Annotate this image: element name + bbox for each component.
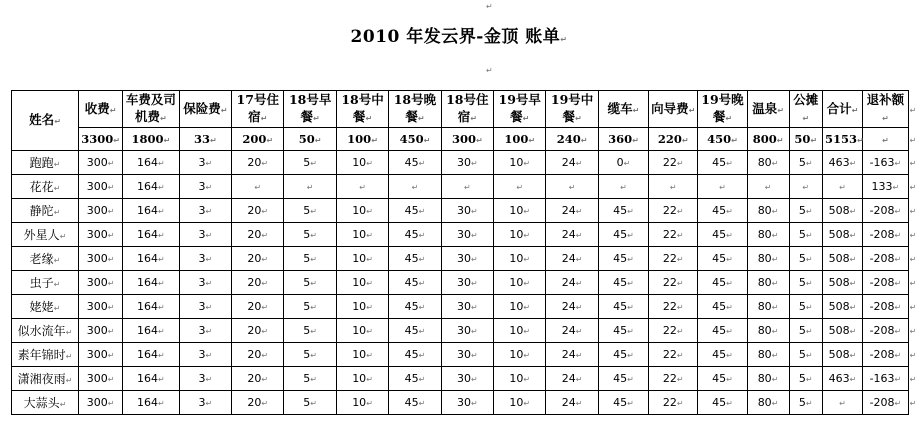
- table-row: [12, 247, 918, 271]
- amount-cell: 5↵: [789, 343, 823, 367]
- amount-cell: 24↵: [546, 151, 598, 175]
- amount-cell: 5↵: [284, 319, 336, 343]
- amount-cell: 22↵: [649, 319, 698, 343]
- amount-cell: 5↵: [284, 247, 336, 271]
- column-header: 17号住宿↵: [232, 91, 284, 128]
- amount-cell: 20↵: [232, 319, 284, 343]
- column-header: 18号早餐↵: [284, 91, 336, 128]
- amount-cell: 45↵: [598, 319, 648, 343]
- amount-cell: 45↵: [389, 319, 441, 343]
- table-row: [12, 175, 918, 199]
- amount-cell: ↵: [546, 175, 598, 199]
- amount-cell: 20↵: [232, 343, 284, 367]
- amount-cell: 22↵: [649, 343, 698, 367]
- amount-cell: -208↵: [862, 295, 908, 319]
- column-total: 33↵: [179, 128, 231, 151]
- amount-cell: 10↵: [494, 343, 546, 367]
- document-title: [0, 22, 918, 47]
- amount-cell: 164↵: [123, 343, 180, 367]
- table-row: [12, 391, 918, 415]
- amount-cell: 10↵: [494, 151, 546, 175]
- column-header: 19号早餐↵: [494, 91, 546, 128]
- amount-cell: 20↵: [232, 295, 284, 319]
- amount-cell: 3↵: [179, 391, 231, 415]
- amount-cell: ↵: [389, 175, 441, 199]
- amount-cell: 5↵: [284, 391, 336, 415]
- column-header: 合计↵: [823, 91, 863, 128]
- amount-cell: -208↵: [862, 343, 908, 367]
- amount-cell: 508↵: [823, 271, 863, 295]
- amount-cell: 45↵: [698, 247, 747, 271]
- title-text: 2010 年发云界-金顶 账单: [350, 27, 561, 47]
- amount-cell: 20↵: [232, 199, 284, 223]
- amount-cell: 24↵: [546, 247, 598, 271]
- amount-cell: 45↵: [598, 391, 648, 415]
- amount-cell: 5↵: [789, 199, 823, 223]
- amount-cell: 10↵: [336, 199, 388, 223]
- amount-cell: 5↵: [284, 343, 336, 367]
- amount-cell: 80↵: [747, 391, 789, 415]
- amount-cell: 45↵: [598, 271, 648, 295]
- column-header: 收费↵: [79, 91, 123, 128]
- amount-cell: 164↵: [123, 295, 180, 319]
- amount-cell: 10↵: [336, 271, 388, 295]
- member-name: 老缘↵: [12, 247, 79, 271]
- column-total: 100↵: [336, 128, 388, 151]
- amount-cell: 3↵: [179, 295, 231, 319]
- amount-cell: 300↵: [79, 199, 123, 223]
- amount-cell: 24↵: [546, 271, 598, 295]
- member-name: 素年锦时↵: [12, 343, 79, 367]
- amount-cell: 10↵: [494, 295, 546, 319]
- member-name: 跑跑↵: [12, 151, 79, 175]
- column-header: 公摊↵: [789, 91, 823, 128]
- amount-cell: 45↵: [698, 295, 747, 319]
- amount-cell: 45↵: [598, 223, 648, 247]
- amount-cell: 80↵: [747, 223, 789, 247]
- amount-cell: 300↵: [79, 175, 123, 199]
- row-end-mark: ↵: [908, 247, 917, 271]
- column-total: ↵: [862, 128, 908, 151]
- amount-cell: 24↵: [546, 295, 598, 319]
- amount-cell: 3↵: [179, 175, 231, 199]
- amount-cell: 22↵: [649, 223, 698, 247]
- amount-cell: 5↵: [789, 367, 823, 391]
- paragraph-mark: ↵: [486, 2, 493, 11]
- amount-cell: 45↵: [698, 271, 747, 295]
- amount-cell: ↵: [698, 175, 747, 199]
- amount-cell: 3↵: [179, 319, 231, 343]
- paragraph-mark: ↵: [486, 66, 493, 75]
- amount-cell: 300↵: [79, 391, 123, 415]
- amount-cell: 10↵: [336, 343, 388, 367]
- amount-cell: 45↵: [698, 223, 747, 247]
- amount-cell: 20↵: [232, 223, 284, 247]
- amount-cell: 10↵: [494, 247, 546, 271]
- amount-cell: 30↵: [441, 343, 493, 367]
- amount-cell: 24↵: [546, 223, 598, 247]
- column-total: 220↵: [649, 128, 698, 151]
- bill-table: [11, 90, 917, 415]
- amount-cell: 20↵: [232, 367, 284, 391]
- amount-cell: 508↵: [823, 247, 863, 271]
- column-header: 温泉↵: [747, 91, 789, 128]
- column-header: 18号晚餐↵: [389, 91, 441, 128]
- member-name: 潇湘夜雨↵: [12, 367, 79, 391]
- amount-cell: 80↵: [747, 151, 789, 175]
- column-header: 缆车↵: [598, 91, 648, 128]
- amount-cell: 24↵: [546, 199, 598, 223]
- amount-cell: ↵: [789, 175, 823, 199]
- table-row: [12, 319, 918, 343]
- table-row: [12, 271, 918, 295]
- column-total: 300↵: [441, 128, 493, 151]
- column-header: 19号晚餐↵: [698, 91, 747, 128]
- amount-cell: 45↵: [698, 319, 747, 343]
- amount-cell: 5↵: [284, 295, 336, 319]
- amount-cell: 30↵: [441, 295, 493, 319]
- column-total: 50↵: [789, 128, 823, 151]
- member-name: 大蒜头↵: [12, 391, 79, 415]
- amount-cell: 508↵: [823, 199, 863, 223]
- amount-cell: 45↵: [698, 367, 747, 391]
- amount-cell: 133↵: [862, 175, 908, 199]
- table-row: [12, 367, 918, 391]
- amount-cell: 22↵: [649, 199, 698, 223]
- amount-cell: 164↵: [123, 271, 180, 295]
- amount-cell: 3↵: [179, 247, 231, 271]
- amount-cell: 10↵: [336, 223, 388, 247]
- amount-cell: 5↵: [284, 271, 336, 295]
- amount-cell: ↵: [441, 175, 493, 199]
- amount-cell: 10↵: [494, 319, 546, 343]
- amount-cell: -208↵: [862, 391, 908, 415]
- column-total: 50↵: [284, 128, 336, 151]
- member-name: 姥姥↵: [12, 295, 79, 319]
- amount-cell: 5↵: [789, 247, 823, 271]
- amount-cell: 5↵: [789, 391, 823, 415]
- amount-cell: ↵: [284, 175, 336, 199]
- table-row: [12, 223, 918, 247]
- amount-cell: 45↵: [389, 295, 441, 319]
- amount-cell: 3↵: [179, 151, 231, 175]
- amount-cell: 10↵: [494, 367, 546, 391]
- amount-cell: 24↵: [546, 367, 598, 391]
- amount-cell: 45↵: [698, 151, 747, 175]
- amount-cell: ↵: [649, 175, 698, 199]
- amount-cell: 508↵: [823, 343, 863, 367]
- amount-cell: 30↵: [441, 391, 493, 415]
- amount-cell: 80↵: [747, 367, 789, 391]
- amount-cell: -163↵: [862, 367, 908, 391]
- amount-cell: 5↵: [789, 271, 823, 295]
- amount-cell: 164↵: [123, 199, 180, 223]
- amount-cell: 300↵: [79, 271, 123, 295]
- amount-cell: 45↵: [698, 391, 747, 415]
- amount-cell: 3↵: [179, 343, 231, 367]
- amount-cell: 164↵: [123, 319, 180, 343]
- amount-cell: 5↵: [789, 295, 823, 319]
- column-total: 5153↵: [823, 128, 863, 151]
- amount-cell: 20↵: [232, 247, 284, 271]
- amount-cell: 30↵: [441, 199, 493, 223]
- amount-cell: 45↵: [698, 199, 747, 223]
- amount-cell: 10↵: [336, 295, 388, 319]
- amount-cell: 5↵: [284, 199, 336, 223]
- column-total: 450↵: [698, 128, 747, 151]
- column-total: 240↵: [546, 128, 598, 151]
- amount-cell: 5↵: [789, 151, 823, 175]
- amount-cell: 20↵: [232, 271, 284, 295]
- amount-cell: 5↵: [789, 319, 823, 343]
- amount-cell: 45↵: [598, 247, 648, 271]
- row-end-mark: ↵: [908, 367, 917, 391]
- column-total: 3300↵: [79, 128, 123, 151]
- amount-cell: 80↵: [747, 247, 789, 271]
- amount-cell: 45↵: [698, 343, 747, 367]
- amount-cell: 5↵: [284, 151, 336, 175]
- amount-cell: 45↵: [598, 367, 648, 391]
- amount-cell: 45↵: [389, 367, 441, 391]
- row-end-mark: ↵: [908, 223, 917, 247]
- amount-cell: 80↵: [747, 295, 789, 319]
- row-end-mark: ↵: [908, 343, 917, 367]
- row-end-mark: ↵: [908, 151, 917, 175]
- amount-cell: 80↵: [747, 199, 789, 223]
- amount-cell: 508↵: [823, 223, 863, 247]
- amount-cell: -208↵: [862, 247, 908, 271]
- table-row: [12, 343, 918, 367]
- amount-cell: 164↵: [123, 151, 180, 175]
- amount-cell: ↵: [494, 175, 546, 199]
- row-end-mark: ↵: [908, 199, 917, 223]
- paragraph-mark: ↵: [560, 35, 568, 44]
- amount-cell: ↵: [598, 175, 648, 199]
- amount-cell: 300↵: [79, 247, 123, 271]
- amount-cell: 10↵: [336, 247, 388, 271]
- amount-cell: 508↵: [823, 319, 863, 343]
- amount-cell: 22↵: [649, 151, 698, 175]
- amount-cell: 3↵: [179, 367, 231, 391]
- amount-cell: 10↵: [494, 271, 546, 295]
- amount-cell: 300↵: [79, 223, 123, 247]
- amount-cell: 300↵: [79, 295, 123, 319]
- amount-cell: 300↵: [79, 319, 123, 343]
- amount-cell: ↵: [232, 175, 284, 199]
- amount-cell: 45↵: [389, 343, 441, 367]
- amount-cell: 0↵: [598, 151, 648, 175]
- amount-cell: -208↵: [862, 319, 908, 343]
- amount-cell: 45↵: [389, 271, 441, 295]
- column-header: 车费及司机费↵: [123, 91, 180, 128]
- amount-cell: 30↵: [441, 319, 493, 343]
- amount-cell: 45↵: [389, 151, 441, 175]
- amount-cell: ↵: [747, 175, 789, 199]
- amount-cell: 508↵: [823, 295, 863, 319]
- member-name: 虫子↵: [12, 271, 79, 295]
- name-column-header: 姓名↵: [12, 91, 79, 151]
- amount-cell: 463↵: [823, 367, 863, 391]
- amount-cell: 10↵: [336, 151, 388, 175]
- amount-cell: 30↵: [441, 271, 493, 295]
- column-header: 18号中餐↵: [336, 91, 388, 128]
- column-header: 19号中餐↵: [546, 91, 598, 128]
- column-header: 保险费↵: [179, 91, 231, 128]
- column-total: 1800↵: [123, 128, 180, 151]
- amount-cell: 164↵: [123, 247, 180, 271]
- column-total: 200↵: [232, 128, 284, 151]
- amount-cell: 30↵: [441, 223, 493, 247]
- amount-cell: 10↵: [336, 367, 388, 391]
- amount-cell: 164↵: [123, 391, 180, 415]
- amount-cell: 24↵: [546, 391, 598, 415]
- amount-cell: 45↵: [598, 343, 648, 367]
- amount-cell: 10↵: [494, 391, 546, 415]
- amount-cell: 20↵: [232, 151, 284, 175]
- amount-cell: 164↵: [123, 175, 180, 199]
- amount-cell: 5↵: [284, 223, 336, 247]
- member-name: 静陀↵: [12, 199, 79, 223]
- amount-cell: 463↵: [823, 151, 863, 175]
- row-end-mark: ↵: [908, 319, 917, 343]
- row-end-mark: ↵: [908, 128, 917, 151]
- amount-cell: 24↵: [546, 319, 598, 343]
- amount-cell: -208↵: [862, 223, 908, 247]
- amount-cell: 22↵: [649, 391, 698, 415]
- amount-cell: 45↵: [389, 199, 441, 223]
- table-row: [12, 199, 918, 223]
- amount-cell: 22↵: [649, 271, 698, 295]
- amount-cell: -208↵: [862, 199, 908, 223]
- amount-cell: 3↵: [179, 199, 231, 223]
- amount-cell: 300↵: [79, 367, 123, 391]
- amount-cell: 45↵: [598, 199, 648, 223]
- header-amount-row: [12, 128, 918, 151]
- amount-cell: 22↵: [649, 247, 698, 271]
- row-end-mark: ↵: [908, 175, 917, 199]
- amount-cell: 24↵: [546, 343, 598, 367]
- row-end-mark: ↵: [908, 91, 917, 128]
- column-total: 360↵: [598, 128, 648, 151]
- row-end-mark: ↵: [908, 391, 917, 415]
- amount-cell: 5↵: [789, 223, 823, 247]
- column-header: 18号住宿↵: [441, 91, 493, 128]
- amount-cell: 10↵: [336, 319, 388, 343]
- amount-cell: 164↵: [123, 367, 180, 391]
- row-end-mark: ↵: [908, 271, 917, 295]
- row-end-mark: ↵: [908, 295, 917, 319]
- amount-cell: -208↵: [862, 271, 908, 295]
- amount-cell: 10↵: [494, 223, 546, 247]
- amount-cell: 20↵: [232, 391, 284, 415]
- table-row: [12, 295, 918, 319]
- amount-cell: 30↵: [441, 247, 493, 271]
- amount-cell: 45↵: [598, 295, 648, 319]
- amount-cell: 30↵: [441, 367, 493, 391]
- amount-cell: 300↵: [79, 343, 123, 367]
- amount-cell: 80↵: [747, 271, 789, 295]
- amount-cell: 10↵: [494, 199, 546, 223]
- column-total: 800↵: [747, 128, 789, 151]
- column-header: 退补额↵: [862, 91, 908, 128]
- member-name: 花花↵: [12, 175, 79, 199]
- amount-cell: 80↵: [747, 319, 789, 343]
- amount-cell: 3↵: [179, 223, 231, 247]
- member-name: 似水流年↵: [12, 319, 79, 343]
- table-row: [12, 151, 918, 175]
- column-total: 450↵: [389, 128, 441, 151]
- amount-cell: 22↵: [649, 295, 698, 319]
- column-total: 100↵: [494, 128, 546, 151]
- amount-cell: ↵: [823, 391, 863, 415]
- amount-cell: 30↵: [441, 151, 493, 175]
- amount-cell: 5↵: [284, 367, 336, 391]
- column-header: 向导费↵: [649, 91, 698, 128]
- amount-cell: 10↵: [336, 391, 388, 415]
- header-row: [12, 91, 918, 128]
- amount-cell: 3↵: [179, 271, 231, 295]
- amount-cell: 300↵: [79, 151, 123, 175]
- amount-cell: 22↵: [649, 367, 698, 391]
- amount-cell: 45↵: [389, 247, 441, 271]
- member-name: 外星人↵: [12, 223, 79, 247]
- amount-cell: ↵: [336, 175, 388, 199]
- amount-cell: 45↵: [389, 391, 441, 415]
- amount-cell: 80↵: [747, 343, 789, 367]
- amount-cell: 45↵: [389, 223, 441, 247]
- amount-cell: ↵: [823, 175, 863, 199]
- amount-cell: -163↵: [862, 151, 908, 175]
- amount-cell: 164↵: [123, 223, 180, 247]
